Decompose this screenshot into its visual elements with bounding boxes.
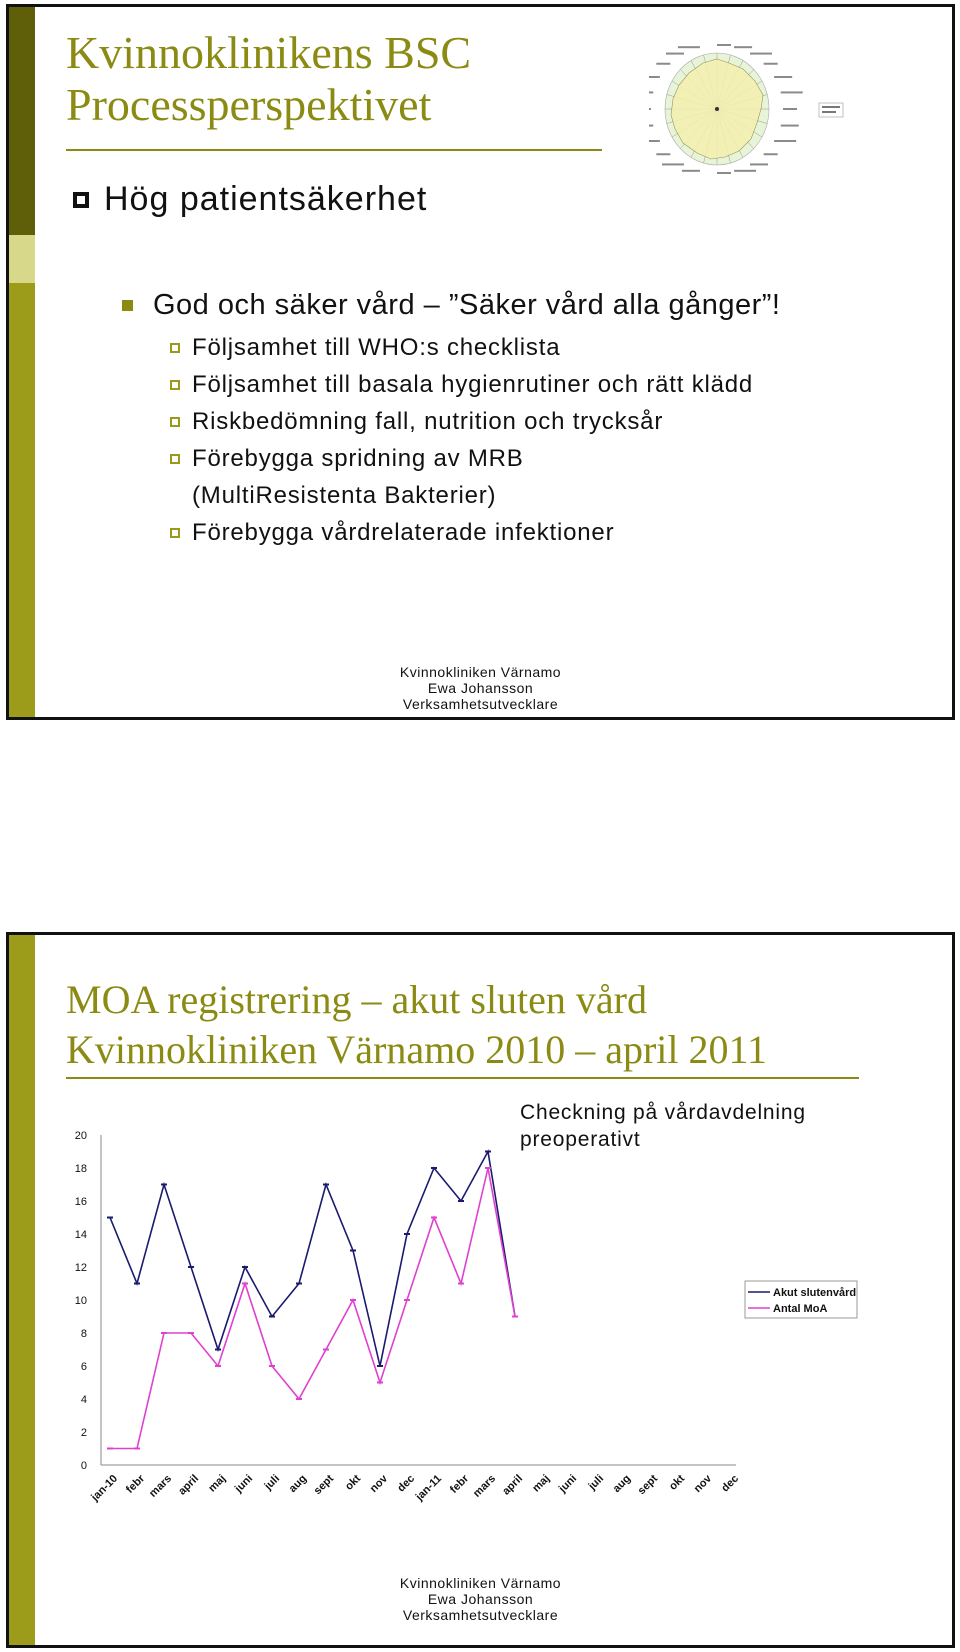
y-tick-label: 18 <box>74 1163 87 1175</box>
y-tick-label: 10 <box>74 1295 87 1307</box>
slide-title <box>66 27 471 131</box>
x-tick-label: juli <box>262 1472 283 1493</box>
list-item: Följsamhet till WHO:s checklista <box>170 329 753 366</box>
list-item: Riskbedömning fall, nutrition och trycksår <box>170 403 753 440</box>
footer-line-2: Ewa Johansson <box>427 680 534 696</box>
slide-moa-registrering <box>6 932 955 1648</box>
footer-line-1: Kvinnokliniken Värnamo <box>399 1575 562 1591</box>
small-square-bullet-icon <box>170 454 180 464</box>
y-tick-label: 2 <box>80 1427 87 1439</box>
x-tick-label: juli <box>586 1472 607 1493</box>
radar-label-placeholder <box>774 140 796 142</box>
radar-label-placeholder <box>717 44 731 46</box>
x-tick-label: okt <box>666 1472 688 1493</box>
x-tick-label: nov <box>367 1472 391 1495</box>
x-tick-label: jan-11 <box>413 1472 445 1504</box>
x-tick-label: juni <box>232 1472 256 1495</box>
x-tick-label: febr <box>447 1472 472 1496</box>
series-line-akut-slutenvard <box>110 1152 515 1367</box>
sub-bullet-list <box>170 329 753 551</box>
x-tick-label: jan-10 <box>89 1472 121 1504</box>
moa-line-chart <box>9 935 952 1645</box>
main-bullet-text: Hög patientsäkerhet <box>104 180 428 218</box>
y-tick-label: 20 <box>74 1130 87 1142</box>
small-square-bullet-icon <box>170 380 180 390</box>
y-tick-label: 0 <box>80 1460 87 1472</box>
radar-label-placeholder <box>781 91 803 93</box>
radar-label-placeholder <box>781 125 799 127</box>
title-line-1: MOA registrering – akut sluten vård <box>66 977 647 1022</box>
title-line-2: Processperspektivet <box>66 79 432 130</box>
radar-label-placeholder <box>649 125 653 127</box>
radar-label-placeholder <box>764 153 778 155</box>
x-tick-label: mars <box>471 1472 499 1500</box>
y-tick-label: 8 <box>80 1328 87 1340</box>
radar-label-placeholder <box>717 172 731 174</box>
x-tick-label: mars <box>147 1472 175 1500</box>
title-underline <box>66 149 602 151</box>
x-tick-label: sept <box>311 1472 337 1498</box>
x-tick-label: nov <box>691 1472 715 1495</box>
radar-label-placeholder <box>666 53 684 55</box>
y-tick-label: 4 <box>80 1394 87 1406</box>
y-tick-label: 12 <box>74 1262 87 1274</box>
list-item: Förebygga spridning av MRB <box>170 440 753 477</box>
x-tick-label: aug <box>286 1472 310 1495</box>
level2-bullet-text: God och säker vård – ”Säker vård alla gånger”! <box>153 289 781 321</box>
radar-label-placeholder <box>783 108 797 110</box>
radar-label-placeholder <box>750 163 768 165</box>
radar-label-placeholder <box>649 76 660 78</box>
level2-bullet <box>122 289 780 322</box>
chart-title-line-1: Checkning på vårdavdelning <box>520 1101 806 1124</box>
radar-label-placeholder <box>734 46 752 48</box>
small-square-bullet-icon <box>170 417 180 427</box>
x-tick-label: april <box>500 1472 526 1498</box>
radar-label-placeholder <box>649 91 653 93</box>
decorative-sidebar <box>9 7 35 717</box>
radar-label-placeholder <box>662 163 684 165</box>
y-tick-label: 6 <box>80 1361 87 1373</box>
x-tick-label: april <box>176 1472 202 1498</box>
footer-line-1: Kvinnokliniken Värnamo <box>399 664 562 680</box>
footer-line-3: Verksamhetsutvecklare <box>402 696 559 712</box>
slide-footer <box>9 1575 952 1623</box>
radar-label-placeholder <box>656 63 670 65</box>
list-item: Följsamhet till basala hygienrutiner och rätt klädd <box>170 366 753 403</box>
legend-label-moa: Antal MoA <box>773 1303 828 1315</box>
solid-square-bullet-icon <box>122 300 133 311</box>
slide-bsc-processperspektivet <box>6 4 955 720</box>
x-tick-label: sept <box>635 1472 661 1498</box>
radar-label-placeholder <box>649 140 660 142</box>
x-tick-label: maj <box>206 1472 229 1495</box>
radar-label-placeholder <box>734 170 756 172</box>
bsc-radar-chart-thumbnail <box>649 31 869 177</box>
list-item-continuation: (MultiResistenta Bakterier) <box>192 482 497 509</box>
radar-label-placeholder <box>682 170 700 172</box>
slide-footer <box>9 664 952 712</box>
radar-label-placeholder <box>774 76 792 78</box>
x-tick-label: dec <box>719 1472 742 1495</box>
radar-label-placeholder <box>750 53 772 55</box>
chart-title-line-2: preoperativt <box>520 1128 641 1151</box>
x-tick-label: febr <box>123 1472 148 1496</box>
main-bullet <box>73 180 427 219</box>
x-tick-label: maj <box>530 1472 553 1495</box>
hollow-square-bullet-icon <box>73 192 89 208</box>
x-tick-label: aug <box>610 1472 634 1495</box>
title-line-1: Kvinnoklinikens BSC <box>66 27 472 78</box>
chart-legend <box>745 1281 857 1318</box>
y-tick-label: 16 <box>74 1196 87 1208</box>
list-item: Förebygga vårdrelaterade infektioner <box>170 514 753 551</box>
series-line-antal-moa <box>110 1168 515 1449</box>
radar-label-placeholder <box>764 63 778 65</box>
title-line-2: Kvinnokliniken Värnamo 2010 – april 2011 <box>66 1027 768 1072</box>
small-square-bullet-icon <box>170 528 180 538</box>
radar-label-placeholder <box>649 108 651 110</box>
x-tick-label: juni <box>556 1472 580 1495</box>
footer-line-3: Verksamhetsutvecklare <box>402 1607 559 1623</box>
small-square-bullet-icon <box>170 343 180 353</box>
footer-line-2: Ewa Johansson <box>427 1591 534 1607</box>
legend-label-akut: Akut slutenvård <box>773 1287 857 1299</box>
y-tick-label: 14 <box>74 1229 87 1241</box>
x-tick-label: okt <box>342 1472 364 1493</box>
radar-label-placeholder <box>678 46 700 48</box>
radar-label-placeholder <box>656 153 670 155</box>
x-tick-label: dec <box>395 1472 418 1495</box>
